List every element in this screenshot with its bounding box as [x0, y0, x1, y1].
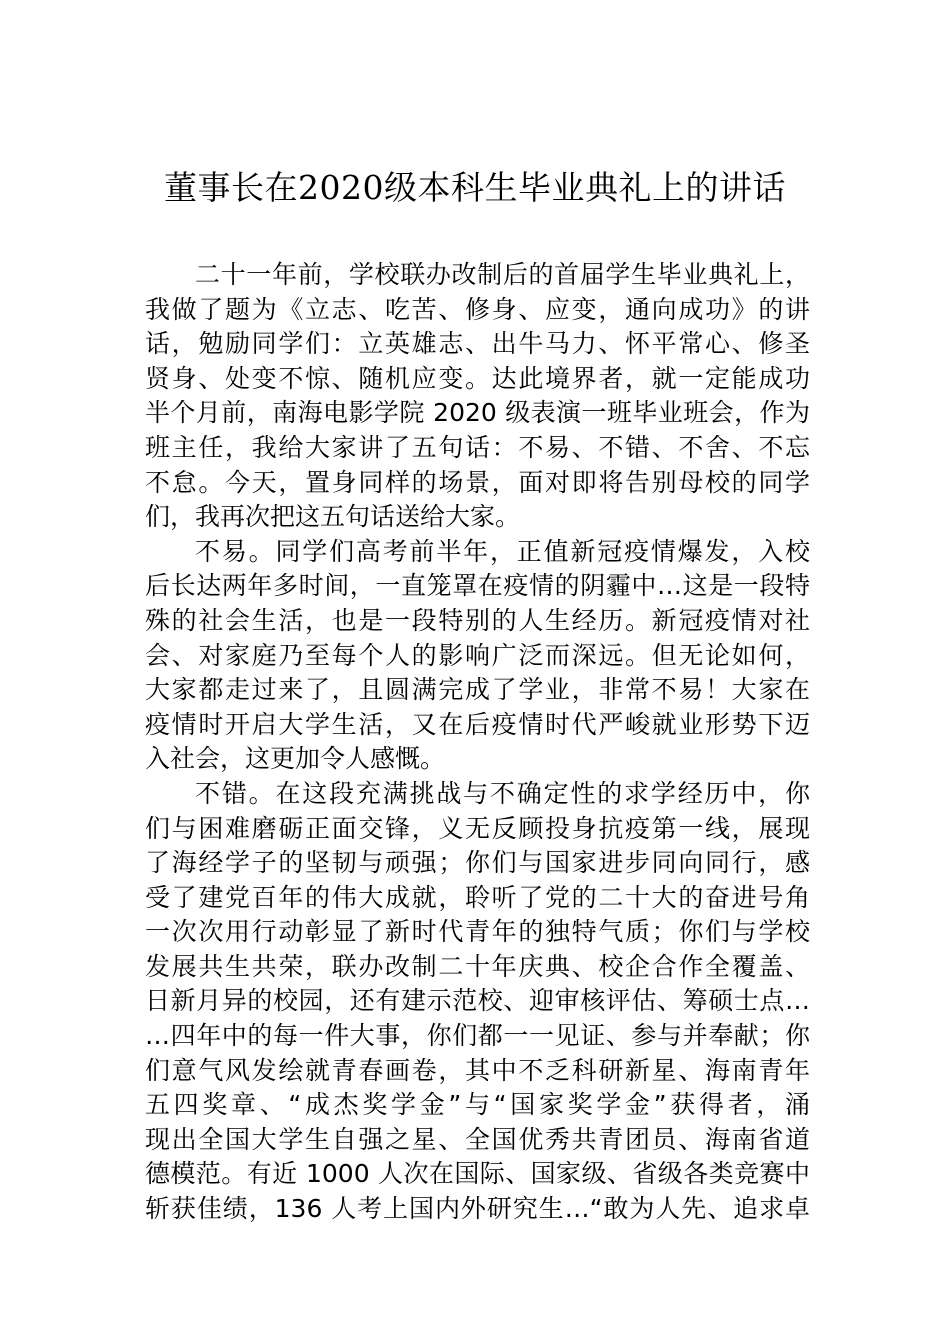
- paragraph-2-line-7: 入社会，这更加令人感慨。: [145, 744, 446, 774]
- paragraph-3-line-1: 不错。在这段充满挑战与不确定性的求学经历中，你: [195, 778, 810, 808]
- paragraph-3-line-12: 德模范。有近 1000 人次在国际、国家级、省级各类竞赛中: [145, 1159, 810, 1189]
- paragraph-2-line-5: 大家都走过来了，且圆满完成了学业，非常不易！大家在: [145, 675, 810, 705]
- paragraph-2-line-4: 会、对家庭乃至每个人的影响广泛而深远。但无论如何，: [145, 640, 810, 670]
- paragraph-3-line-9: 们意气风发绘就青春画卷，其中不乏科研新星、海南青年: [145, 1055, 810, 1085]
- paragraph-2-line-2: 后长达两年多时间，一直笼罩在疫情的阴霾中…这是一段特: [145, 571, 810, 601]
- paragraph-3-line-5: 一次次用行动彰显了新时代青年的独特气质；你们与学校: [145, 917, 810, 947]
- paragraph-3-line-3: 了海经学子的坚韧与顽强；你们与国家进步同向同行，感: [145, 848, 810, 878]
- paragraph-2-line-6: 疫情时开启大学生活，又在后疫情时代严峻就业形势下迈: [145, 709, 810, 739]
- paragraph-1-line-4: 贤身、处变不惊、随机应变。达此境界者，就一定能成功: [145, 363, 810, 393]
- paragraph-3-line-8: …四年中的每一件大事，你们都一一见证、参与并奉献；你: [145, 1021, 810, 1051]
- paragraph-3-line-10: 五四奖章、“成杰奖学金”与“国家奖学金”获得者，涌: [145, 1090, 810, 1120]
- paragraph-1-line-2: 我做了题为《立志、吃苦、修身、应变，通向成功》的讲: [145, 294, 810, 324]
- paragraph-1-line-8: 们，我再次把这五句话送给大家。: [145, 502, 521, 532]
- paragraph-1-line-5: 半个月前，南海电影学院 2020 级表演一班毕业班会，作为: [145, 398, 810, 428]
- paragraph-3-line-2: 们与困难磨砺正面交锋，义无反顾投身抗疫第一线，展现: [145, 813, 810, 843]
- paragraph-1-line-3: 话，勉励同学们：立英雄志、出牛马力、怀平常心、修圣: [145, 329, 810, 359]
- paragraph-3-line-11: 现出全国大学生自强之星、全国优秀共青团员、海南省道: [145, 1124, 810, 1154]
- paragraph-2-line-3: 殊的社会生活，也是一段特别的人生经历。新冠疫情对社: [145, 605, 810, 635]
- paragraph-2-line-1: 不易。同学们高考前半年，正值新冠疫情爆发，入校: [195, 536, 810, 566]
- paragraph-3-line-4: 受了建党百年的伟大成就，聆听了党的二十大的奋进号角: [145, 882, 810, 912]
- paragraph-1-line-1: 二十一年前，学校联办改制后的首届学生毕业典礼上，: [195, 260, 810, 289]
- paragraph-3-line-13: 斩获佳绩，136 人考上国内外研究生…“敢为人先、追求卓: [145, 1194, 810, 1224]
- document-body: [145, 258, 810, 1227]
- paragraph-3-line-7: 日新月异的校园，还有建示范校、迎审核评估、筹硕士点…: [145, 986, 810, 1016]
- paragraph-1-line-7: 不怠。今天，置身同样的场景，面对即将告别母校的同学: [145, 467, 810, 497]
- document-title: 董事长在2020级本科生毕业典礼上的讲话: [164, 168, 786, 207]
- paragraph-1-line-6: 班主任，我给大家讲了五句话：不易、不错、不舍、不忘: [145, 432, 810, 462]
- paragraph-3-line-6: 发展共生共荣，联办改制二十年庆典、校企合作全覆盖、: [145, 951, 810, 981]
